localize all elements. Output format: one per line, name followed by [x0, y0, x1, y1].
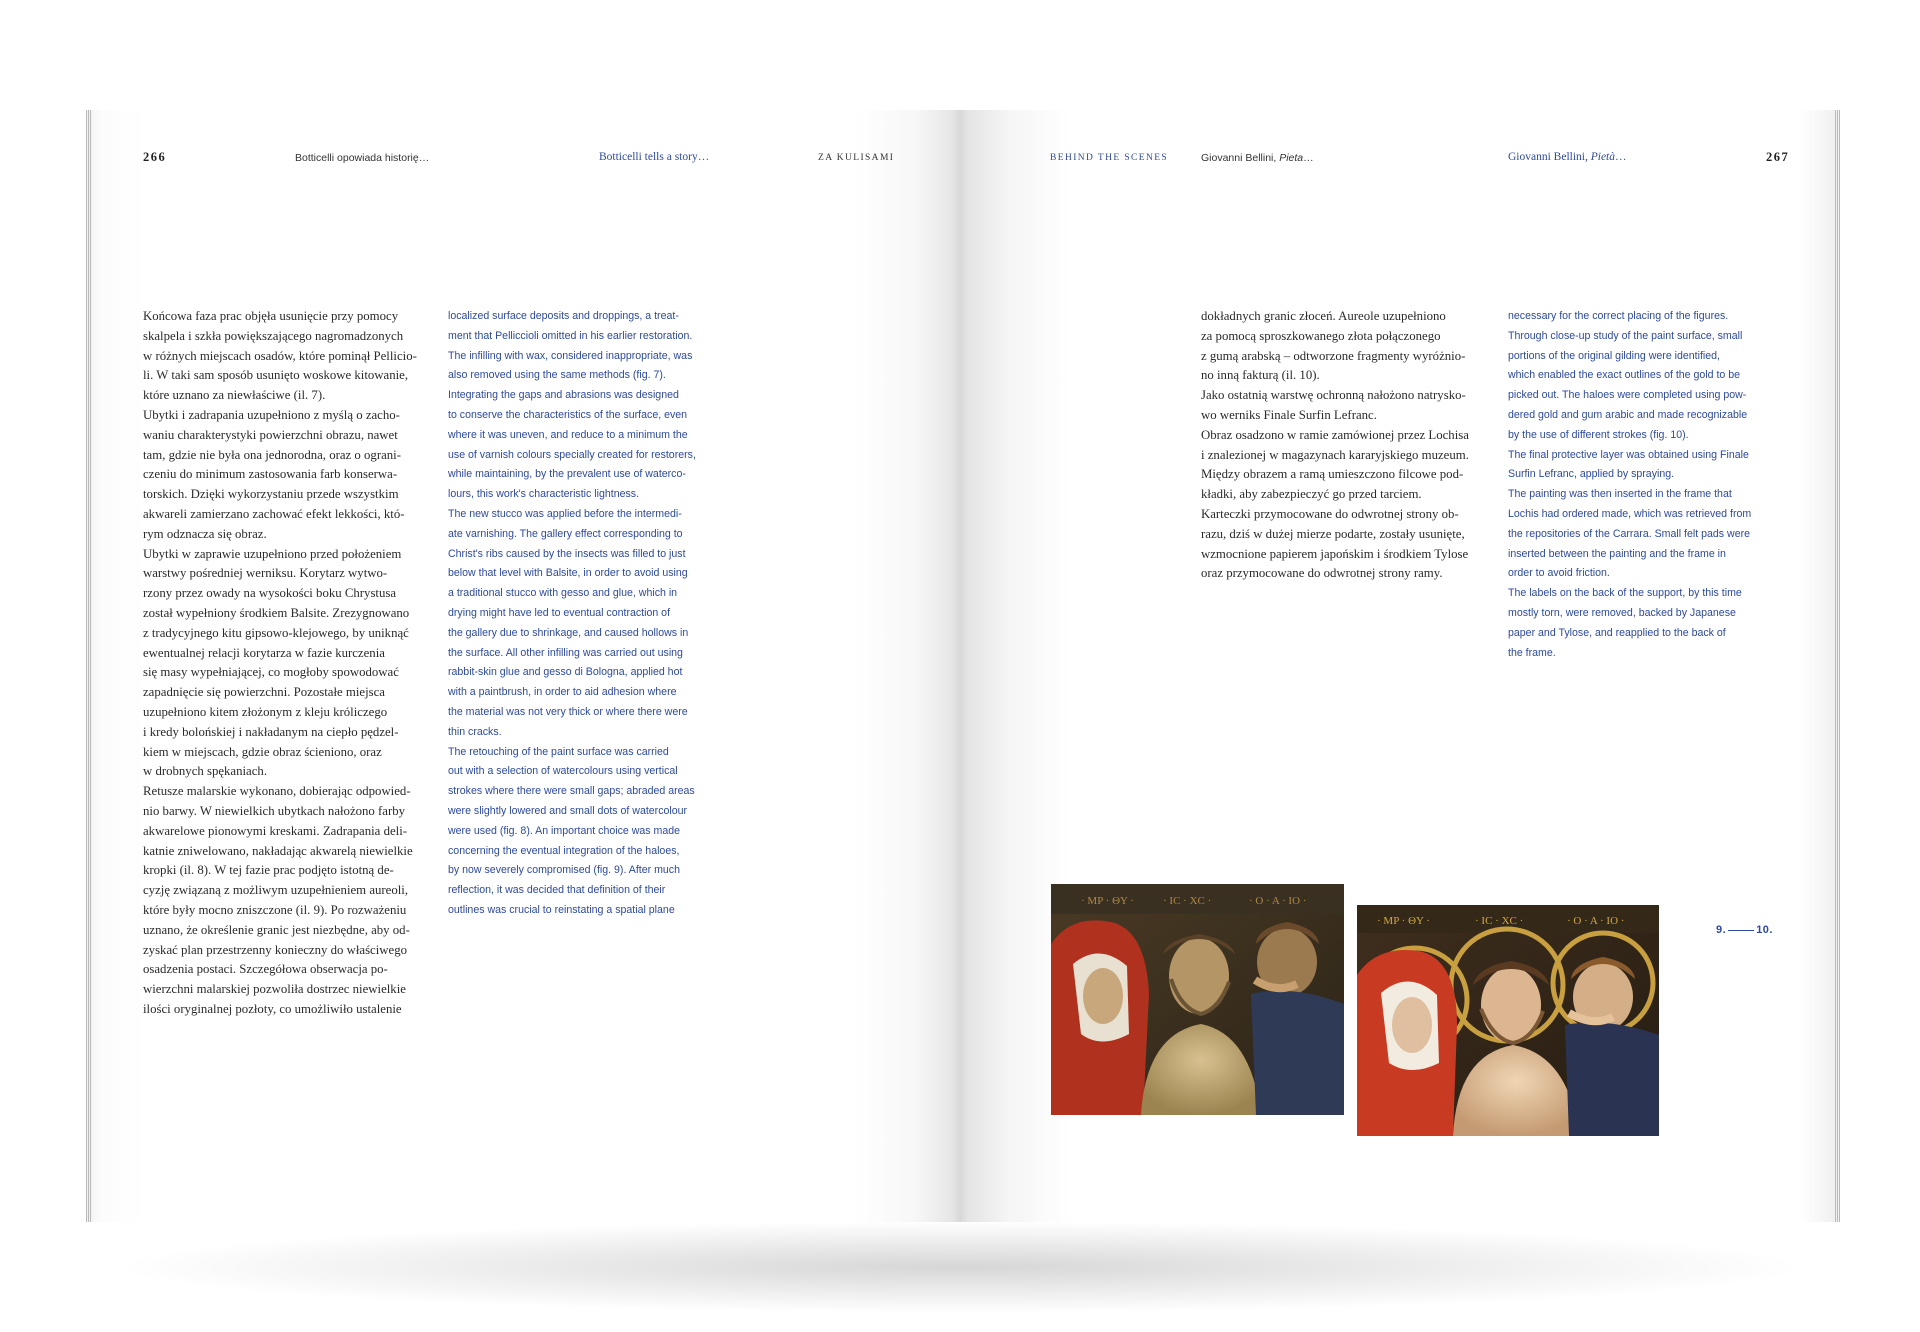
- text-line: portions of the original gilding were identified,: [1508, 349, 1721, 362]
- left-section-title: ZA KULISAMI: [818, 153, 895, 163]
- text-line: out with a selection of watercolours using vertical: [448, 765, 678, 778]
- text-line: tam, gdzie nie była ona jednorodna, oraz o ograni-: [143, 447, 401, 462]
- text-line: Through close-up study of the paint surface, small: [1508, 329, 1743, 342]
- text-line: wzmocnione papierem japońskim i środkiem Tylose: [1201, 546, 1469, 561]
- text-line: concerning the eventual integration of the haloes,: [448, 844, 680, 857]
- left-page-polish-column: [143, 307, 417, 1020]
- left-running-head-pl: Botticelli opowiada historię…: [295, 152, 430, 164]
- figure-labels: [1716, 924, 1773, 936]
- text-line: które uznano za niewłaściwe (il. 7).: [143, 388, 326, 403]
- text-line: kiem w miejscach, gdzie obraz ścieniono, oraz: [143, 744, 382, 759]
- text-line: picked out. The haloes were completed using pow-: [1508, 389, 1747, 402]
- text-line: below that level with Balsite, in order to avoid using: [448, 567, 688, 580]
- text-line: wierzchni malarskiej pozwoliła dostrzec niewielkie: [143, 982, 406, 997]
- text-line: the material was not very thick or where there were: [448, 705, 688, 718]
- text-line: dered gold and gum arabic and made recognizable: [1508, 408, 1748, 421]
- text-line: z gumą arabską – odtworzone fragmenty wyróżnio-: [1201, 348, 1466, 363]
- text-line: Między obrazem a ramą umieszczono filcowe pod-: [1201, 467, 1464, 482]
- text-line: akwareli zamierzano zachować efekt lekkości, któ-: [143, 506, 405, 521]
- text-line: zapadnięcie się powierzchni. Pozostałe miejsca: [143, 685, 385, 700]
- text-line: use of varnish colours specially created for restorers,: [448, 448, 696, 461]
- text-line: Końcowa faza prac objęła usunięcie przy pomocy: [143, 309, 399, 323]
- text-line: where it was uneven, and reduce to a minimum the: [448, 428, 688, 441]
- text-line: lours, this work's characteristic lightness.: [448, 488, 640, 501]
- text-line: The retouching of the paint surface was carried: [448, 745, 669, 758]
- text-line: akwarelowe pionowymi kreskami. Zadrapania deli-: [143, 823, 408, 838]
- text-line: The new stucco was applied before the intermedi-: [448, 507, 682, 520]
- text-line: ate varnishing. The gallery effect corresponding to: [448, 527, 683, 540]
- text-line: mostly torn, were removed, backed by Japanese: [1508, 606, 1736, 619]
- text-line: paper and Tylose, and reapplied to the back of: [1508, 626, 1726, 639]
- text-line: osadzenia postaci. Szczegółowa obserwacja po-: [143, 962, 388, 977]
- text-line: z tradycyjnego kitu gipsowo-klejowego, by uniknąć: [143, 625, 409, 640]
- inscription-mid: · IC · XC ·: [1163, 895, 1212, 907]
- text-line: ment that Pelliccioli omitted in his earlier restoration.: [448, 329, 693, 342]
- text-line: skalpela i szkła powiększającego nagromadzonych: [143, 328, 404, 343]
- text-line: by now severely compromised (fig. 9). After much: [448, 864, 680, 877]
- text-line: thin cracks.: [448, 725, 502, 738]
- text-line: The infilling with wax, considered inappropriate, was: [448, 349, 693, 362]
- text-line: rzony przez owady na wysokości boku Chrystusa: [143, 586, 397, 601]
- right-page-edges: [1834, 110, 1840, 1222]
- text-line: torskich. Dzięki wykorzystaniu przede wszystkim: [143, 487, 399, 502]
- text-line: czeniu do minimum zastosowania farb konserwa-: [143, 467, 398, 482]
- left-page-number: 266: [143, 150, 167, 164]
- text-line: drying might have led to eventual contraction of: [448, 606, 671, 619]
- figure-9-painting: [1051, 884, 1344, 1115]
- text-line: i kredy bolońskiej i nakładanym na ciepło pędzel-: [143, 724, 399, 739]
- right-running-head-pl: Giovanni Bellini, Pieta…: [1201, 152, 1314, 164]
- text-line: Retusze malarskie wykonano, dobierając odpowied-: [143, 784, 411, 799]
- text-line: Christ's ribs caused by the insects was filled to just: [448, 547, 686, 560]
- text-line: inserted between the painting and the frame in: [1508, 547, 1726, 560]
- text-line: localized surface deposits and droppings, a treat-: [448, 310, 679, 322]
- text-line: by the use of different strokes (fig. 10).: [1508, 428, 1689, 441]
- text-line: order to avoid friction.: [1508, 567, 1610, 580]
- text-line: Jako ostatnią warstwę ochronną nałożono natrysko-: [1201, 388, 1466, 403]
- text-line: które były mocno zniszczone (il. 9). Po rozważeniu: [143, 902, 407, 917]
- text-line: Ubytki w zaprawie uzupełniono przed położeniem: [143, 546, 402, 561]
- right-running-head-en: Giovanni Bellini, Pietà…: [1508, 151, 1627, 163]
- text-line: which enabled the exact outlines of the gold to be: [1508, 369, 1741, 382]
- text-line: no inną fakturą (il. 10).: [1201, 368, 1320, 383]
- text-line: Surfin Lefranc, applied by spraying.: [1508, 468, 1675, 481]
- text-line: kładki, aby zabezpieczyć go przed tarciem.: [1201, 487, 1422, 502]
- text-line: were used (fig. 8). An important choice was made: [448, 824, 680, 837]
- figure-label-rule: [1728, 930, 1754, 931]
- text-line: the gallery due to shrinkage, and caused hollows in: [448, 626, 689, 639]
- text-line: the repositories of the Carrara. Small felt pads were: [1508, 527, 1751, 540]
- text-line: with a paintbrush, in order to aid adhesion where: [448, 686, 677, 699]
- text-line: za pomocą sproszkowanego złota połączonego: [1201, 328, 1441, 343]
- text-line: cyzję związaną z możliwym uzupełnieniem aureoli,: [143, 883, 409, 898]
- text-line: necessary for the correct placing of the figures.: [1508, 310, 1729, 322]
- text-line: li. W taki sam sposób usunięto woskowe kitowanie,: [143, 368, 409, 383]
- text-line: Obraz osadzono w ramie zamówionej przez Lochisa: [1201, 427, 1469, 442]
- figure-10-painting: [1357, 905, 1659, 1136]
- right-page-number: 267: [1766, 150, 1790, 164]
- inscription-left: · MP · ΘY ·: [1081, 895, 1134, 907]
- right-page-english-column: [1508, 307, 1751, 663]
- text-line: outlines was crucial to reinstating a spatial plane: [448, 903, 675, 916]
- text-line: waniu charakterystyki powierzchni obrazu, nawet: [143, 427, 398, 442]
- inscription-right: · O · A · IO ·: [1249, 895, 1307, 907]
- right-section-title: BEHIND THE SCENES: [1050, 153, 1169, 163]
- text-line: się masy wypełniającej, co mogłoby spowodować: [143, 665, 399, 680]
- text-line: warstwy pośredniej werniksu. Korytarz wytwo-: [143, 566, 388, 581]
- inscription-left-restored: · MP · ΘY ·: [1377, 915, 1430, 927]
- text-line: The labels on the back of the support, by this time: [1508, 587, 1742, 600]
- text-line: rym odznacza się obraz.: [143, 526, 267, 541]
- text-line: The painting was then inserted in the frame that: [1508, 488, 1732, 501]
- text-line: uznano, że określenie granic jest niezbędne, aby od-: [143, 922, 410, 937]
- left-page-edges: [86, 110, 92, 1222]
- text-line: oraz przymocowane do odwrotnej strony ramy.: [1201, 566, 1443, 581]
- text-line: w drobnych spękaniach.: [143, 764, 268, 779]
- text-line: i znalezionej w magazynach kararyjskiego muzeum.: [1201, 447, 1469, 462]
- right-page-polish-column: [1201, 307, 1469, 584]
- text-line: the surface. All other infilling was carried out using: [448, 646, 683, 659]
- text-line: katnie zniwelowano, nakładając akwarelą niewielkie: [143, 843, 413, 858]
- text-line: Lochis had ordered made, which was retrieved from: [1508, 507, 1752, 520]
- text-line: to conserve the characteristics of the surface, even: [448, 408, 688, 421]
- text-line: also removed using the same methods (fig. 7).: [448, 369, 666, 382]
- figure-9-label: 9.: [1716, 924, 1727, 936]
- text-line: zyskać plan przestrzenny konieczny do właściwego: [143, 942, 408, 957]
- inscription-mid-restored: · IC · XC ·: [1475, 915, 1524, 927]
- text-line: Karteczki przymocowane do odwrotnej strony ob-: [1201, 506, 1459, 521]
- left-page-english-column: [448, 307, 696, 921]
- text-line: uzupełniono kitem złożonym z kleju króliczego: [143, 704, 388, 719]
- text-line: were slightly lowered and small dots of watercolour: [448, 804, 688, 817]
- figure-10-label: 10.: [1756, 924, 1773, 936]
- text-line: Ubytki i zadrapania uzupełniono z myślą o zacho-: [143, 407, 400, 422]
- text-line: while maintaining, by the prevalent use of waterco-: [448, 468, 686, 481]
- text-line: został wypełniony środkiem Balsite. Zrezygnowano: [143, 605, 410, 620]
- text-line: wo werniks Finale Surfin Lefranc.: [1201, 407, 1377, 422]
- book-shadow: [130, 1222, 1790, 1312]
- text-line: razu, dziś w dużej mierze podarte, zostały usunięte,: [1201, 526, 1465, 541]
- text-line: ilości oryginalnej pozłoty, co umożliwiło ustalenie: [143, 1001, 402, 1016]
- inscription-right-restored: · O · A · IO ·: [1567, 915, 1625, 927]
- text-line: rabbit-skin glue and gesso di Bologna, applied hot: [448, 666, 683, 679]
- text-line: kropki (il. 8). W tej fazie prac podjęto istotną de-: [143, 863, 394, 878]
- text-line: nio barwy. W niewielkich ubytkach nałożono farby: [143, 803, 406, 818]
- text-line: the frame.: [1508, 646, 1556, 659]
- left-running-head-en: Botticelli tells a story…: [599, 151, 710, 163]
- text-line: a traditional stucco with gesso and glue, which in: [448, 587, 678, 600]
- text-line: w różnych miejscach osadów, które pominął Pellicio-: [143, 348, 417, 363]
- text-line: Integrating the gaps and abrasions was designed: [448, 389, 679, 402]
- text-line: dokładnych granic złoceń. Aureole uzupełniono: [1201, 309, 1446, 323]
- text-line: The final protective layer was obtained using Finale: [1508, 448, 1749, 461]
- text-line: strokes where there were small gaps; abraded areas: [448, 785, 695, 798]
- text-line: ewentualnej relacji korytarza w fazie kurczenia: [143, 645, 385, 660]
- text-line: reflection, it was decided that definition of their: [448, 884, 666, 897]
